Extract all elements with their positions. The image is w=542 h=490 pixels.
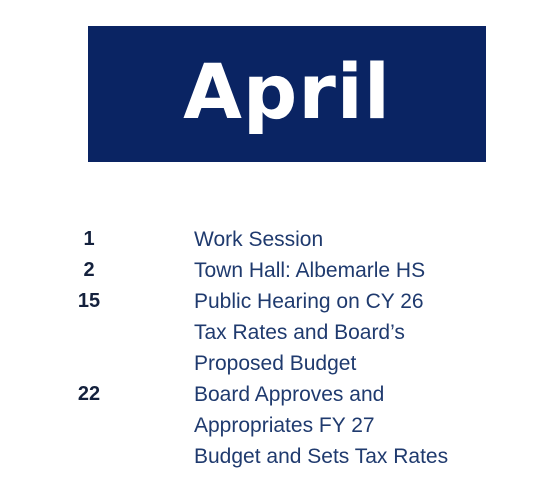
event-description-line: Budget and Sets Tax Rates bbox=[194, 445, 449, 468]
event-date: 2 bbox=[83, 259, 95, 281]
event-description-line: Proposed Budget bbox=[194, 352, 357, 375]
event-item bbox=[0, 255, 542, 286]
event-item bbox=[0, 224, 542, 255]
event-list bbox=[0, 224, 542, 472]
event-description bbox=[194, 286, 514, 379]
event-description bbox=[194, 255, 514, 286]
event-date: 15 bbox=[77, 290, 101, 312]
event-description-line: Board Approves and bbox=[194, 383, 385, 406]
event-description-line: Tax Rates and Board’s bbox=[194, 321, 405, 344]
month-banner bbox=[88, 26, 486, 162]
month-title: April bbox=[183, 47, 391, 136]
event-item bbox=[0, 379, 542, 472]
event-description bbox=[194, 379, 514, 472]
event-date: 22 bbox=[77, 383, 101, 405]
event-description-line: Town Hall: Albemarle HS bbox=[194, 259, 426, 282]
event-date: 1 bbox=[83, 228, 95, 250]
event-description-line: Work Session bbox=[194, 228, 324, 251]
event-description-line: Public Hearing on CY 26 bbox=[194, 290, 424, 313]
event-description-line: Appropriates FY 27 bbox=[194, 414, 375, 437]
event-description bbox=[194, 224, 514, 255]
event-item bbox=[0, 286, 542, 379]
